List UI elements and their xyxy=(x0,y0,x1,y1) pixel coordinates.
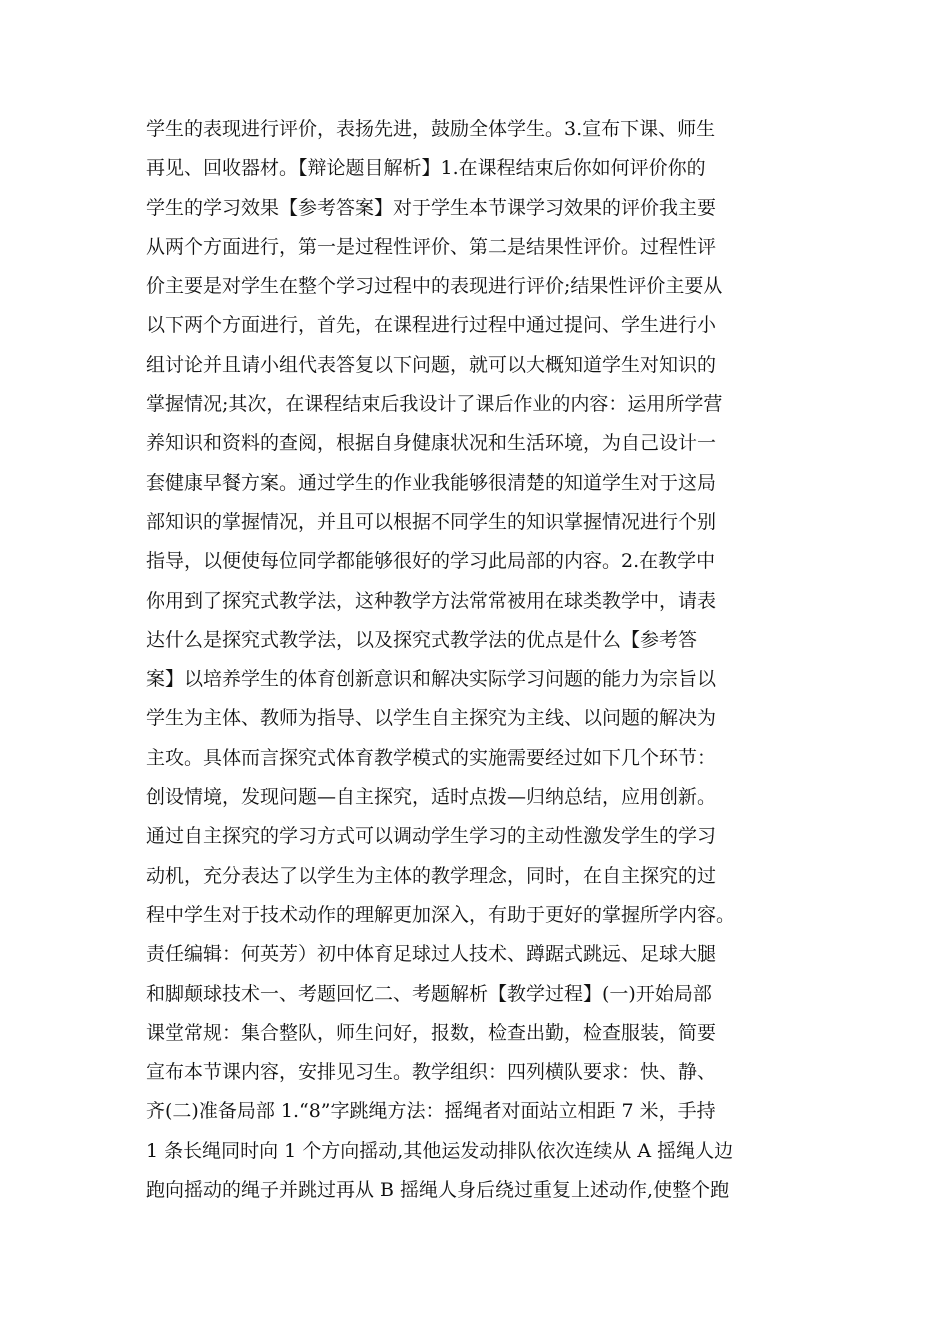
body-text xyxy=(146,110,806,1210)
text-line: 养知识和资料的查阅，根据自身健康状况和生活环境，为自己设计一 xyxy=(146,432,717,455)
text-line: 学生的学习效果【参考答案】对于学生本节课学习效果的评价我主要 xyxy=(146,196,717,219)
text-line: 达什么是探究式教学法，以及探究式教学法的优点是什么【参考答 xyxy=(146,628,698,651)
text-line: 以下两个方面进行，首先，在课程进行过程中通过提问、学生进行小 xyxy=(146,314,717,337)
text-line: 齐(二)准备局部 1.“8”字跳绳方法：摇绳者对面站立相距 7 米，手持 xyxy=(146,1100,716,1123)
text-line: 再见、回收器材。【辩论题目解析】1.在课程结束后你如何评价你的 xyxy=(146,157,706,180)
text-line: 跑向摇动的绳子并跳过再从 B 摇绳人身后绕过重复上述动作,使整个跑 xyxy=(146,1179,730,1202)
text-line: 学生为主体、教师为指导、以学生自主探究为主线、以问题的解决为 xyxy=(146,707,717,730)
text-line: 你用到了探究式教学法，这种教学方法常常被用在球类教学中，请表 xyxy=(146,589,717,612)
text-line: 1 条长绳同时向 1 个方向摇动,其他运发动排队依次连续从 A 摇绳人边 xyxy=(146,1139,734,1162)
text-line: 部知识的掌握情况，并且可以根据不同学生的知识掌握情况进行个别 xyxy=(146,510,717,533)
text-line: 学生的表现进行评价，表扬先进，鼓励全体学生。3.宣布下课、师生 xyxy=(146,118,716,140)
text-line: 责任编辑：何英芳）初中体育足球过人技术、蹲踞式跳远、足球大腿 xyxy=(146,943,717,966)
text-line: 从两个方面进行，第一是过程性评价、第二是结果性评价。过程性评 xyxy=(146,235,717,258)
text-line: 主攻。具体而言探究式体育教学模式的实施需要经过如下几个环节： xyxy=(146,746,717,769)
text-line: 案】以培养学生的体育创新意识和解决实际学习问题的能力为宗旨以 xyxy=(146,668,717,691)
text-line: 掌握情况;其次，在课程结束后我设计了课后作业的内容：运用所学营 xyxy=(146,393,723,416)
text-line: 价主要是对学生在整个学习过程中的表现进行评价;结果性评价主要从 xyxy=(146,275,723,298)
text-line: 宣布本节课内容，安排见习生。教学组织：四列横队要求：快、静、 xyxy=(146,1061,717,1084)
text-line: 组讨论并且请小组代表答复以下问题，就可以大概知道学生对知识的 xyxy=(146,353,717,376)
text-line: 创设情境，发现问题—自主探究，适时点拨—归纳总结，应用创新。 xyxy=(146,786,717,809)
text-line: 课堂常规：集合整队，师生问好，报数，检查出勤，检查服装，简要 xyxy=(146,1021,717,1044)
text-line: 指导，以便使每位同学都能够很好的学习此局部的内容。2.在教学中 xyxy=(146,550,716,573)
text-line: 套健康早餐方案。通过学生的作业我能够很清楚的知道学生对于这局 xyxy=(146,471,717,494)
text-line: 通过自主探究的学习方式可以调动学生学习的主动性激发学生的学习 xyxy=(146,825,717,848)
text-line: 程中学生对于技术动作的理解更加深入，有助于更好的掌握所学内容。 xyxy=(146,903,736,926)
text-line: 动机，充分表达了以学生为主体的教学理念，同时，在自主探究的过 xyxy=(146,864,717,887)
text-line: 和脚颠球技术一、考题回忆二、考题解析【教学过程】(一)开始局部 xyxy=(146,982,712,1005)
